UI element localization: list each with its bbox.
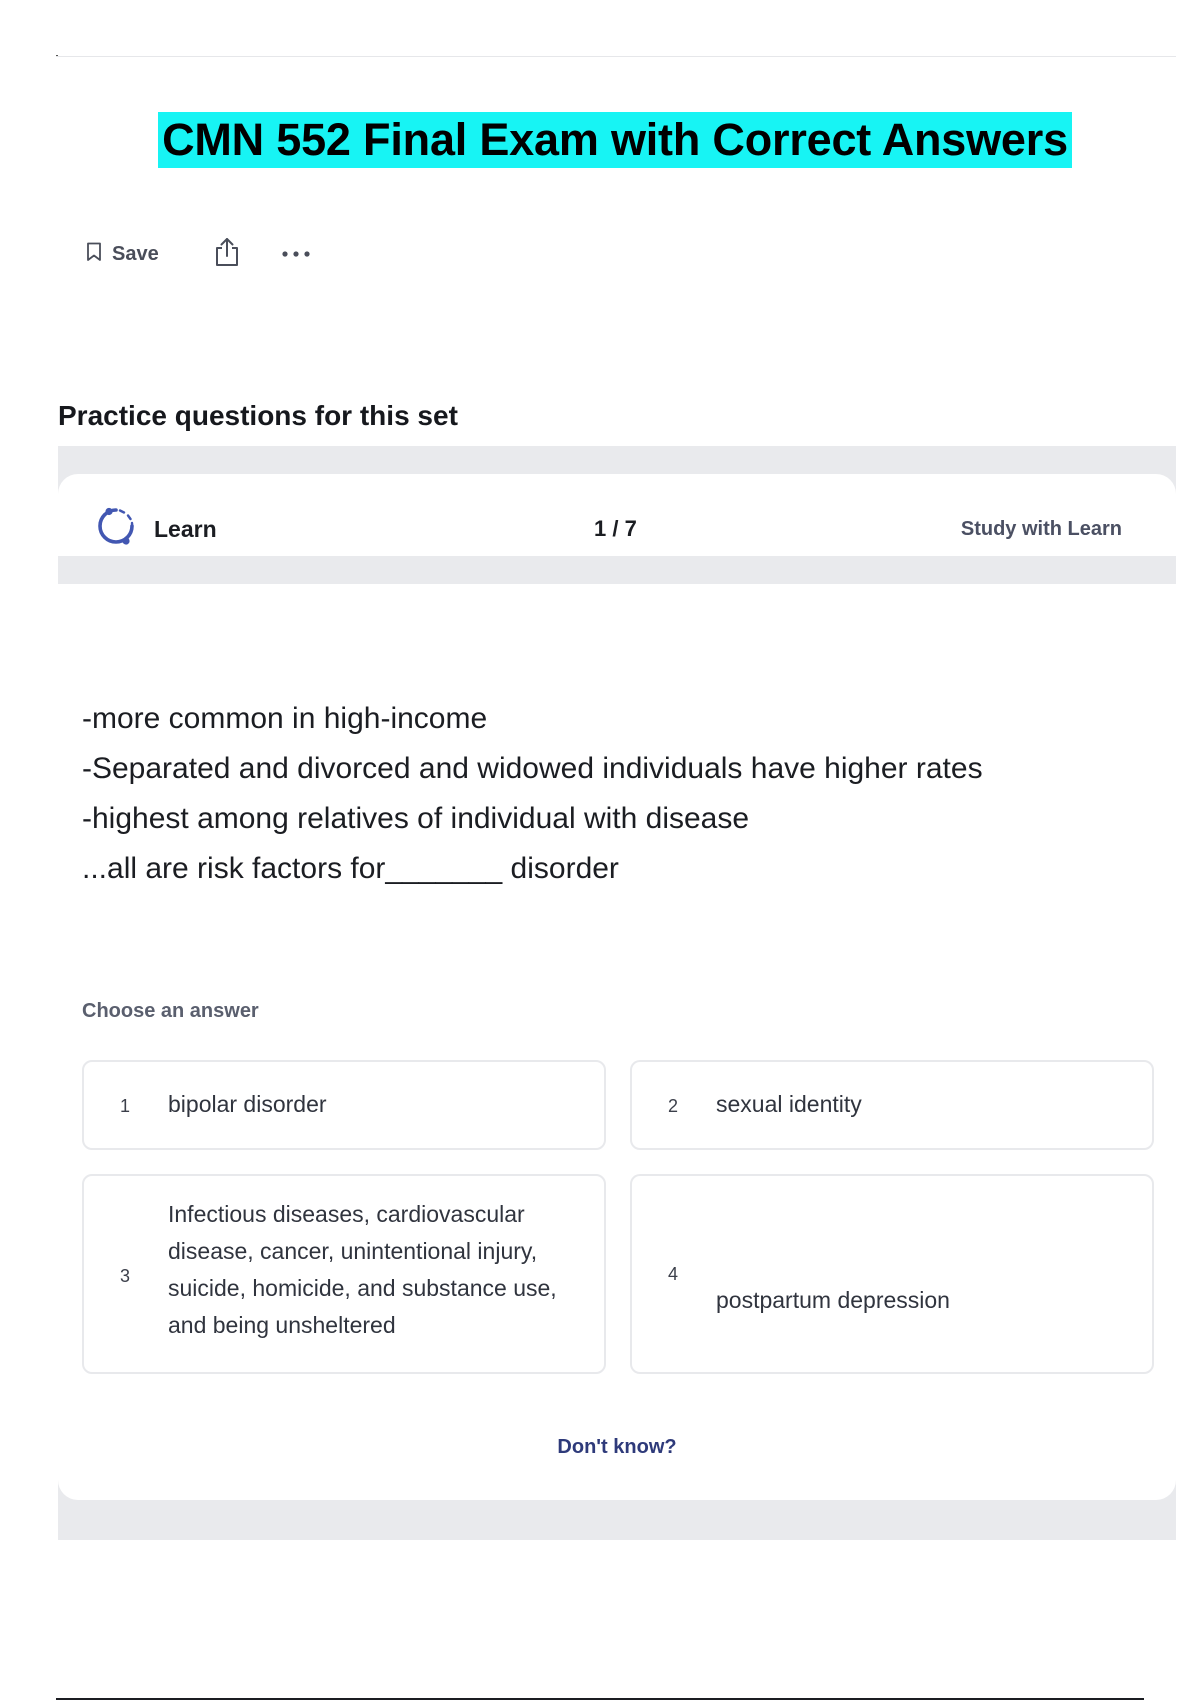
answer-option-4[interactable]: [630, 1174, 1154, 1374]
save-label: Save: [112, 242, 159, 265]
top-divider: [56, 56, 1176, 57]
answer-option-2[interactable]: [630, 1060, 1154, 1150]
option-number: 4: [668, 1264, 679, 1284]
learn-header: [58, 474, 1176, 556]
option-number: 1: [120, 1096, 131, 1116]
answer-option-1[interactable]: [82, 1060, 606, 1150]
option-number: 2: [668, 1096, 679, 1116]
title-container: [0, 112, 1200, 168]
share-button[interactable]: [213, 236, 241, 273]
learn-icon: [94, 504, 138, 553]
question-line: -Separated and divorced and widowed individuals have higher rates: [82, 752, 983, 785]
option-text: sexual identity: [716, 1091, 862, 1117]
question-text: [82, 694, 1122, 894]
study-with-learn-link[interactable]: Study with Learn: [960, 518, 1122, 540]
choose-answer-label: Choose an answer: [82, 1000, 259, 1022]
dont-know-button[interactable]: Don't know?: [557, 1436, 677, 1458]
option-text: Infectious diseases, cardiovascular disease, cancer, unintentional injury, suicide, homicide, and substance use, and being unsheltered: [168, 1201, 557, 1338]
option-number: 3: [120, 1266, 131, 1286]
learn-mode-label: Learn: [154, 516, 217, 542]
question-line: ...all are risk factors for_______ disorder: [82, 852, 619, 885]
more-options-button[interactable]: [281, 245, 311, 263]
question-card: [58, 584, 1176, 1500]
save-button[interactable]: [86, 242, 159, 267]
question-progress: 1 / 7: [594, 516, 637, 541]
share-icon: [213, 236, 241, 273]
bookmark-icon: [86, 242, 102, 267]
answer-option-3[interactable]: [82, 1174, 606, 1374]
question-line: -more common in high-income: [82, 702, 488, 735]
toolbar: [86, 236, 311, 272]
option-text: postpartum depression: [716, 1287, 950, 1313]
practice-section-title: Practice questions for this set: [58, 400, 458, 431]
question-line: -highest among relatives of individual with disease: [82, 802, 750, 835]
more-horizontal-icon: [281, 245, 311, 263]
option-text: bipolar disorder: [168, 1091, 327, 1117]
page-title: CMN 552 Final Exam with Correct Answers: [158, 112, 1072, 168]
